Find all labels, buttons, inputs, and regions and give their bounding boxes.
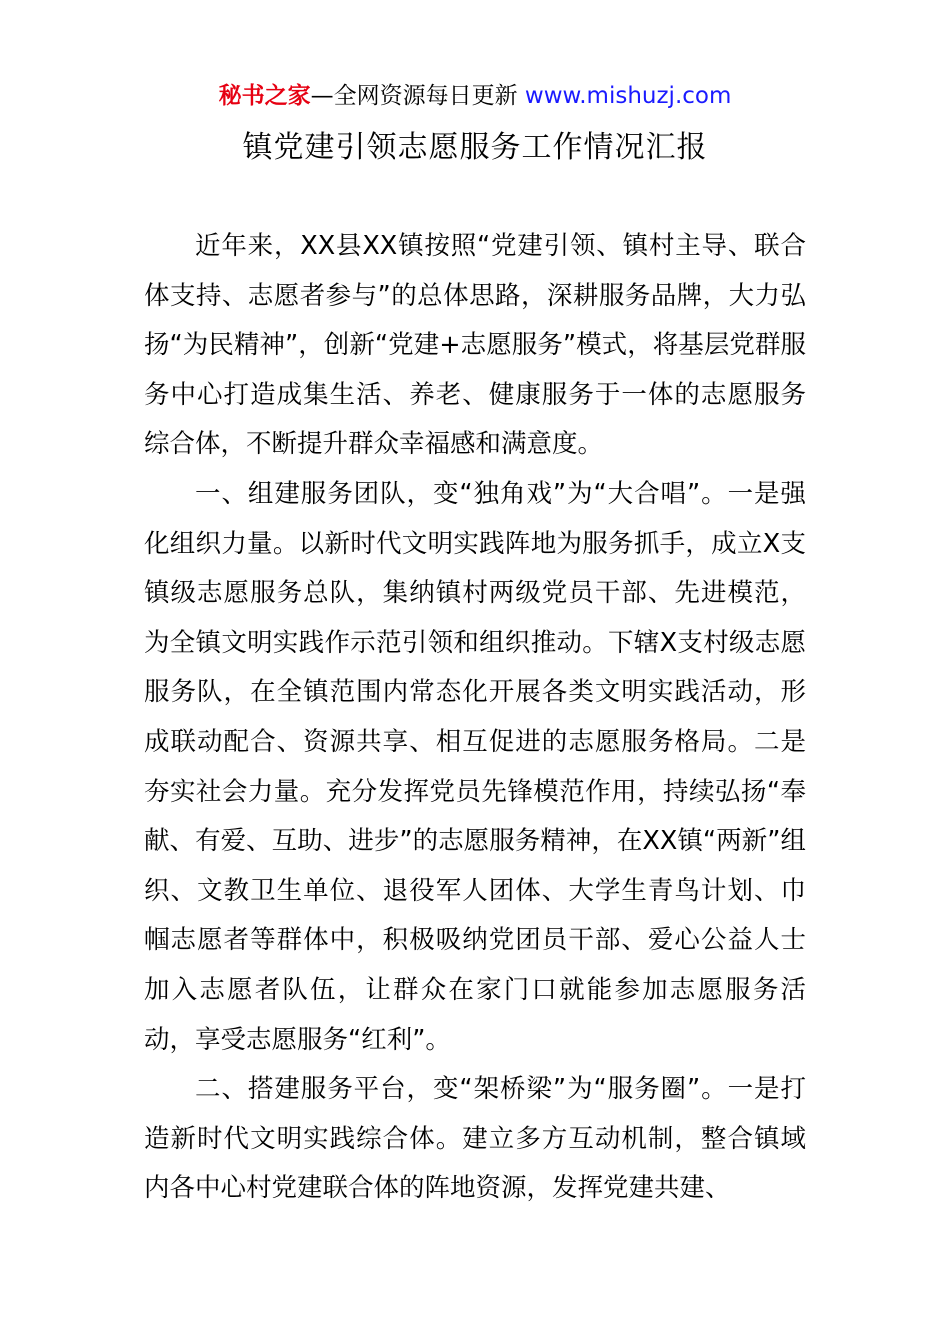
document-body <box>144 222 806 1214</box>
paragraph-section-one: 一、组建服务团队，变“独角戏”为“大合唱”。一是强化组织力量。以新时代文明实践阵地为服务抓手，成立X支镇级志愿服务总队，集纳镇村两级党员干部、先进模范，为全镇文明实践作示范引领和组织推动。下辖X支村级志愿服务队，在全镇范围内常态化开展各类文明实践活动，形成联动配合、资源共享、相互促进的志愿服务格局。二是夯实社会力量。充分发挥党员先锋模范作用，持续弘扬“奉献、有爱、互助、进步”的志愿服务精神，在XX镇“两新”组织、文教卫生单位、退役军人团体、大学生青鸟计划、巾帼志愿者等群体中，积极吸纳党团员干部、爱心公益人士加入志愿者队伍，让群众在家门口就能参加志愿服务活动，享受志愿服务“红利”。 <box>144 478 806 1055</box>
brand-name: 秘书之家 <box>218 83 311 109</box>
site-url-link[interactable]: www.mishuzj.com <box>524 83 732 109</box>
document-title: 镇党建引领志愿服务工作情况汇报 <box>242 130 708 165</box>
paragraph-intro: 近年来，XX县XX镇按照“党建引领、镇村主导、联合体支持、志愿者参与”的总体思路，深耕服务品牌，大力弘扬“为民精神”，创新“党建+志愿服务”模式，将基层党群服务中心打造成集生活、养老、健康服务于一体的志愿服务综合体，不断提升群众幸福感和满意度。 <box>144 231 806 460</box>
site-banner <box>0 80 950 112</box>
paragraph-section-two: 二、搭建服务平台，变“架桥梁”为“服务圈”。一是打造新时代文明实践综合体。建立多方互动机制，整合镇域内各中心村党建联合体的阵地资源，发挥党建共建、 <box>144 1074 806 1204</box>
banner-slogan: —全网资源每日更新 <box>310 83 525 109</box>
